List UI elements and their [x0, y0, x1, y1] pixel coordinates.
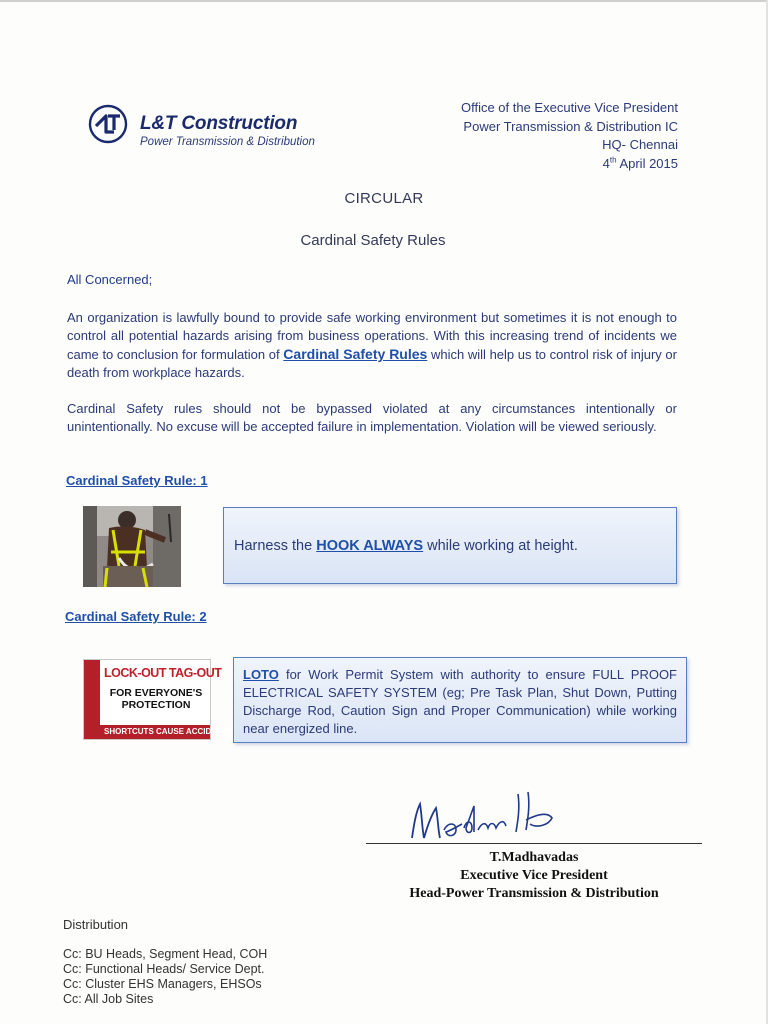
intro-text-end: which will help us to control risk of injury or death from workplace hazards. — [67, 347, 677, 380]
distribution-item: Cc: BU Heads, Segment Head, COH — [63, 947, 268, 961]
document-title: CIRCULAR — [344, 190, 424, 207]
paragraph-enforcement: Cardinal Safety rules should not be bypassed violated at any circumstances intentionally or unintentionally. No excuse will be accepted failure in implementation. Violation will be viewed seriously. — [67, 401, 677, 434]
distribution-item: Cc: Cluster EHS Managers, EHSOs — [63, 977, 262, 991]
circular-date — [461, 155, 678, 174]
rule-2-text-rest: for Work Permit System with authority to ensure FULL PROOF ELECTRICAL SAFETY SYSTEM (eg; Pre Task Plan, Shut Down, Putting Discharge Rod, Caution Sign and Proper Communication) while working near energized line. — [243, 667, 677, 736]
harness-worker-photo — [83, 506, 181, 587]
rule-2-heading: Cardinal Safety Rule: 2 — [65, 609, 207, 624]
office-line-1: Office of the Executive Vice President — [460, 100, 678, 115]
office-address — [461, 99, 678, 173]
loto-sign-footer — [84, 725, 233, 739]
salutation: All Concerned; — [67, 272, 153, 287]
loto-sign-line1: LOCK-OUT TAG-OUT — [104, 666, 222, 680]
distribution-heading: Distribution — [63, 917, 129, 932]
distribution-item: Cc: All Job Sites — [63, 992, 154, 1006]
signatory-department: Head-Power Transmission & Distribution — [409, 886, 659, 901]
date-day: 4 — [602, 155, 610, 171]
office-line-2: Power Transmission & Distribution IC — [463, 118, 678, 134]
hook-always-highlight: HOOK ALWAYS — [316, 538, 424, 554]
loto-highlight: LOTO — [243, 667, 279, 682]
loto-sign-footer-text: SHORTCUTS CAUSE ACCIDENTS — [104, 727, 233, 736]
logo-subtitle: Power Transmission & Distribution — [140, 136, 315, 148]
loto-sign-line2: FOR EVERYONE'S PROTECTION — [109, 687, 203, 711]
signatory-name: T.Madhavadas — [489, 850, 579, 865]
intro-text: An organization is lawfully bound to provide safe working environment but sometimes it is not enough to control all potential hazards arising from business operations. With this increasing trend of incidents we came to conclusion for formulation of — [67, 310, 677, 362]
date-suffix: th — [609, 155, 617, 165]
rule-1-text-end: while working at height. — [423, 538, 578, 554]
rule-1-heading: Cardinal Safety Rule: 1 — [66, 473, 208, 488]
handwritten-signature — [400, 786, 600, 848]
loto-sign-image — [83, 659, 233, 740]
rule-1-box — [223, 507, 677, 584]
cardinal-safety-rules-highlight: Cardinal Safety Rules — [283, 346, 428, 362]
signatory-designation: Executive Vice President — [460, 868, 608, 883]
rule-2-box — [233, 657, 687, 743]
rule-1-text-start: Harness the — [234, 538, 317, 554]
page-top-edge — [0, 0, 768, 2]
company-logo — [88, 104, 328, 154]
signature-line — [366, 843, 702, 844]
logo-title: L&T Construction — [140, 113, 298, 134]
rule-1-text — [234, 538, 578, 554]
paragraph-intro — [67, 309, 677, 382]
distribution-item: Cc: Functional Heads/ Service Dept. — [63, 962, 265, 976]
document-subtitle: Cardinal Safety Rules — [300, 232, 446, 249]
lt-logo-icon — [88, 104, 128, 144]
date-rest: April 2015 — [616, 155, 678, 171]
office-line-3: HQ- Chennai — [602, 137, 678, 152]
rule-2-text — [243, 666, 677, 738]
